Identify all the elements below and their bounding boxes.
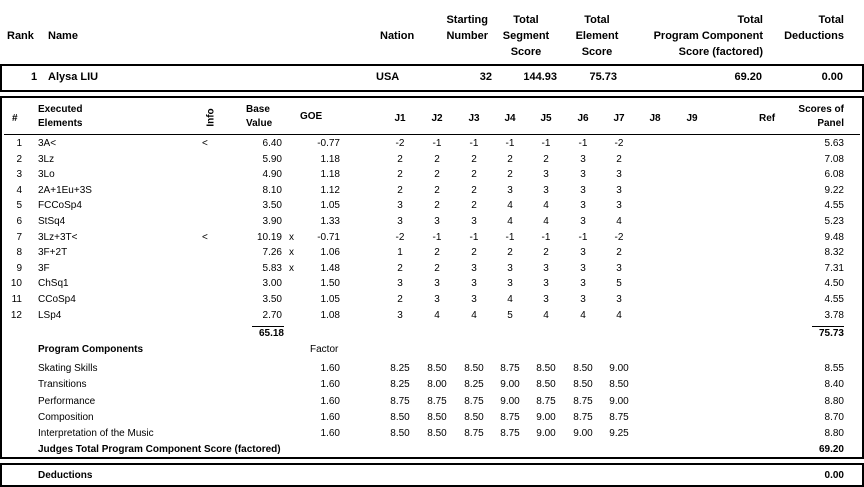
pc-judge-score: 8.75 bbox=[390, 395, 410, 407]
element-judge-score: 3 bbox=[543, 262, 549, 274]
element-score: 9.22 bbox=[824, 184, 844, 196]
element-goe: 1.06 bbox=[320, 247, 340, 259]
skater-total-segment-score: 144.93 bbox=[523, 71, 557, 83]
element-judge-score: -1 bbox=[469, 231, 479, 243]
col-info: Info bbox=[205, 108, 217, 127]
pc-judge-score: 8.75 bbox=[573, 411, 593, 423]
deductions-box bbox=[0, 463, 864, 487]
element-judge-score: 5 bbox=[507, 309, 513, 321]
elements-header-divider bbox=[4, 134, 860, 135]
col-pcs-l2: Program Component bbox=[653, 30, 763, 42]
pc-judge-score: 8.50 bbox=[536, 363, 556, 374]
deductions-value: 0.00 bbox=[824, 470, 844, 481]
element-name: 2A+1Eu+3S bbox=[38, 184, 92, 196]
col-tss-l1: Total bbox=[513, 14, 539, 26]
col-j6: J6 bbox=[577, 113, 589, 124]
element-judge-score: 4 bbox=[434, 309, 440, 321]
element-judge-score: -2 bbox=[395, 231, 405, 243]
element-judge-score: 2 bbox=[397, 262, 403, 274]
pc-judge-score: 9.00 bbox=[609, 363, 629, 374]
element-score: 6.08 bbox=[824, 169, 844, 181]
element-judge-score: 2 bbox=[471, 153, 477, 165]
pc-judge-score: 9.25 bbox=[609, 428, 629, 440]
element-judge-score: 5 bbox=[616, 278, 622, 290]
element-judge-score: 2 bbox=[397, 184, 403, 196]
element-judge-score: 3 bbox=[434, 278, 440, 290]
pc-name: Composition bbox=[38, 411, 94, 423]
skater-starting-number: 32 bbox=[479, 71, 492, 83]
col-rank: Rank bbox=[7, 30, 34, 42]
pc-judge-score: 8.75 bbox=[573, 395, 593, 407]
col-j4: J4 bbox=[504, 113, 516, 124]
pc-judge-score: 8.50 bbox=[573, 379, 593, 391]
pc-judge-score: 8.75 bbox=[536, 395, 556, 407]
pc-factor: 1.60 bbox=[320, 363, 340, 374]
element-goe: 1.33 bbox=[320, 216, 340, 227]
element-score: 4.55 bbox=[824, 200, 844, 212]
pc-name: Skating Skills bbox=[38, 363, 98, 374]
element-base-value: 4.90 bbox=[262, 169, 282, 181]
element-judge-score: 3 bbox=[397, 216, 403, 227]
base-total-rule bbox=[252, 326, 284, 327]
element-judge-score: 4 bbox=[616, 216, 622, 227]
element-judge-score: 2 bbox=[434, 200, 440, 212]
element-bonus-marker: x bbox=[289, 247, 294, 259]
element-judge-score: 3 bbox=[580, 200, 586, 212]
pc-judge-score: 8.75 bbox=[464, 395, 484, 407]
element-judge-score: 3 bbox=[580, 169, 586, 181]
element-base-value: 6.40 bbox=[262, 138, 282, 149]
element-base-value: 8.10 bbox=[262, 184, 282, 196]
pc-judge-score: 8.25 bbox=[390, 363, 410, 374]
element-base-value: 3.50 bbox=[262, 200, 282, 212]
element-num: 3 bbox=[16, 169, 22, 181]
element-judge-score: 2 bbox=[543, 153, 549, 165]
element-base-value: 3.00 bbox=[262, 278, 282, 290]
element-base-value: 5.90 bbox=[262, 153, 282, 165]
col-start-l1: Starting bbox=[446, 14, 488, 26]
element-judge-score: 3 bbox=[507, 262, 513, 274]
element-num: 2 bbox=[16, 153, 22, 165]
element-judge-score: -2 bbox=[614, 138, 624, 149]
element-judge-score: -1 bbox=[541, 138, 551, 149]
element-judge-score: 3 bbox=[397, 200, 403, 212]
element-name: 3Lz bbox=[38, 153, 55, 165]
col-ded-l1: Total bbox=[818, 14, 844, 26]
pc-judge-score: 8.50 bbox=[536, 379, 556, 391]
element-judge-score: 2 bbox=[507, 153, 513, 165]
pc-score: 8.70 bbox=[824, 411, 844, 423]
col-executed-l2: Elements bbox=[38, 118, 83, 129]
element-base-value: 2.70 bbox=[262, 309, 282, 321]
element-score: 7.31 bbox=[824, 262, 844, 274]
element-judge-score: -1 bbox=[432, 138, 442, 149]
deductions-label: Deductions bbox=[38, 470, 93, 481]
pc-judge-score: 8.50 bbox=[464, 363, 484, 374]
pc-judge-score: 9.00 bbox=[536, 428, 556, 440]
element-num: 7 bbox=[16, 231, 22, 243]
element-num: 10 bbox=[10, 278, 22, 290]
element-score: 5.23 bbox=[824, 216, 844, 227]
element-judge-score: 2 bbox=[397, 294, 403, 305]
element-judge-score: 2 bbox=[434, 262, 440, 274]
element-judge-score: 3 bbox=[580, 247, 586, 259]
element-name: StSq4 bbox=[38, 216, 66, 227]
elements-total-score: 75.73 bbox=[818, 328, 844, 339]
element-judge-score: 3 bbox=[580, 216, 586, 227]
pc-judge-score: 8.50 bbox=[609, 379, 629, 391]
element-judge-score: 3 bbox=[616, 262, 622, 274]
element-judge-score: 4 bbox=[507, 294, 513, 305]
skater-total-pcs: 69.20 bbox=[734, 71, 762, 83]
element-judge-score: 3 bbox=[471, 216, 477, 227]
col-goe: GOE bbox=[300, 111, 323, 122]
element-num: 6 bbox=[16, 216, 22, 227]
pc-factor: 1.60 bbox=[320, 395, 340, 407]
element-name: FCCoSp4 bbox=[38, 200, 82, 212]
element-judge-score: -2 bbox=[614, 231, 624, 243]
element-judge-score: 3 bbox=[580, 184, 586, 196]
col-pcs-l1: Total bbox=[737, 14, 763, 26]
element-judge-score: 3 bbox=[580, 153, 586, 165]
element-name: 3Lo bbox=[38, 169, 55, 181]
skater-nation: USA bbox=[376, 71, 400, 83]
element-name: 3F bbox=[38, 262, 50, 274]
element-score: 9.48 bbox=[824, 231, 844, 243]
element-goe: -0.71 bbox=[317, 231, 340, 243]
col-ref: Ref bbox=[759, 113, 776, 124]
pc-judge-score: 8.25 bbox=[464, 379, 484, 391]
col-j1: J1 bbox=[394, 113, 406, 124]
pc-judge-score: 9.00 bbox=[573, 428, 593, 440]
pc-score: 8.80 bbox=[824, 395, 844, 407]
element-judge-score: 2 bbox=[397, 169, 403, 181]
col-pcs-l3: Score (factored) bbox=[678, 46, 763, 58]
col-scores-l2: Panel bbox=[817, 118, 844, 129]
element-judge-score: 4 bbox=[543, 200, 549, 212]
element-judge-score: 2 bbox=[616, 153, 622, 165]
element-bonus-marker: x bbox=[289, 262, 294, 274]
element-judge-score: -1 bbox=[541, 231, 551, 243]
element-judge-score: 3 bbox=[616, 294, 622, 305]
pc-factor: 1.60 bbox=[320, 428, 340, 440]
element-judge-score: -1 bbox=[505, 231, 515, 243]
skater-rank: 1 bbox=[31, 71, 38, 83]
col-tes-l3: Score bbox=[581, 46, 613, 58]
pc-judge-score: 9.00 bbox=[500, 395, 520, 407]
pc-name: Interpretation of the Music bbox=[38, 428, 154, 440]
element-num: 11 bbox=[11, 294, 22, 305]
element-base-value: 3.90 bbox=[262, 216, 282, 227]
pc-judge-score: 8.75 bbox=[500, 428, 520, 440]
element-goe: 1.18 bbox=[320, 153, 340, 165]
element-judge-score: 4 bbox=[543, 309, 549, 321]
element-num: 4 bbox=[16, 184, 22, 196]
element-judge-score: 2 bbox=[397, 153, 403, 165]
element-name: 3A< bbox=[38, 138, 57, 149]
element-goe: -0.77 bbox=[317, 138, 340, 149]
element-goe: 1.05 bbox=[320, 294, 340, 305]
element-judge-score: 2 bbox=[471, 200, 477, 212]
element-judge-score: 3 bbox=[471, 278, 477, 290]
skater-total-deductions: 0.00 bbox=[821, 71, 843, 83]
pc-judge-score: 8.50 bbox=[573, 363, 593, 374]
element-score: 7.08 bbox=[824, 153, 844, 165]
element-judge-score: 2 bbox=[616, 247, 622, 259]
element-num: 9 bbox=[16, 262, 22, 274]
element-score: 8.32 bbox=[824, 247, 844, 259]
element-goe: 1.48 bbox=[320, 262, 340, 274]
element-judge-score: 3 bbox=[580, 294, 586, 305]
pc-judge-score: 9.00 bbox=[609, 395, 629, 407]
col-ded-l2: Deductions bbox=[784, 30, 844, 42]
col-j3: J3 bbox=[468, 113, 480, 124]
element-judge-score: 3 bbox=[543, 169, 549, 181]
pc-judge-score: 8.75 bbox=[464, 428, 484, 440]
col-j7: J7 bbox=[613, 113, 625, 124]
col-nation: Nation bbox=[380, 30, 415, 42]
element-num: 12 bbox=[10, 309, 22, 321]
pc-factor: 1.60 bbox=[320, 379, 340, 391]
pc-judge-score: 8.75 bbox=[500, 363, 520, 374]
element-info: < bbox=[202, 231, 208, 243]
col-start-l2: Number bbox=[446, 30, 488, 42]
skater-name: Alysa LIU bbox=[48, 71, 99, 83]
pc-name: Transitions bbox=[38, 379, 87, 391]
col-j9: J9 bbox=[686, 113, 698, 124]
element-judge-score: -2 bbox=[395, 138, 405, 149]
element-name: 3Lz+3T< bbox=[38, 231, 78, 243]
col-base-l1: Base bbox=[246, 104, 270, 115]
element-judge-score: 3 bbox=[616, 169, 622, 181]
element-judge-score: 4 bbox=[507, 200, 513, 212]
element-judge-score: 3 bbox=[616, 184, 622, 196]
element-judge-score: 3 bbox=[397, 309, 403, 321]
elements-total-base: 65.18 bbox=[258, 328, 284, 339]
pc-factor: 1.60 bbox=[320, 411, 340, 423]
pc-judge-score: 8.50 bbox=[427, 363, 447, 374]
element-name: LSp4 bbox=[38, 309, 62, 321]
element-judge-score: 3 bbox=[471, 262, 477, 274]
element-judge-score: 2 bbox=[471, 247, 477, 259]
pc-judge-score: 8.75 bbox=[427, 395, 447, 407]
element-judge-score: 3 bbox=[397, 278, 403, 290]
element-base-value: 5.83 bbox=[262, 262, 282, 274]
pc-judge-score: 9.00 bbox=[500, 379, 520, 391]
element-judge-score: 3 bbox=[507, 184, 513, 196]
element-goe: 1.50 bbox=[320, 278, 340, 290]
element-score: 5.63 bbox=[824, 138, 844, 149]
element-info: < bbox=[202, 138, 208, 149]
element-score: 4.55 bbox=[824, 294, 844, 305]
element-judge-score: 3 bbox=[507, 278, 513, 290]
pc-factor-label: Factor bbox=[310, 344, 339, 355]
element-bonus-marker: x bbox=[289, 231, 294, 243]
pc-judge-score: 8.75 bbox=[609, 411, 629, 423]
pc-judge-score: 8.75 bbox=[500, 411, 520, 423]
pc-score: 8.55 bbox=[824, 363, 844, 374]
element-base-value: 10.19 bbox=[256, 231, 282, 243]
element-judge-score: 3 bbox=[543, 294, 549, 305]
element-name: CCoSp4 bbox=[38, 294, 76, 305]
element-num: 5 bbox=[16, 200, 22, 212]
element-score: 3.78 bbox=[824, 309, 844, 321]
element-judge-score: 3 bbox=[471, 294, 477, 305]
element-judge-score: -1 bbox=[432, 231, 442, 243]
col-tss-l3: Score bbox=[510, 46, 542, 58]
element-judge-score: 3 bbox=[543, 184, 549, 196]
element-judge-score: 2 bbox=[471, 169, 477, 181]
col-num: # bbox=[12, 113, 18, 124]
element-goe: 1.05 bbox=[320, 200, 340, 212]
element-judge-score: 4 bbox=[543, 216, 549, 227]
col-tss-l2: Segment bbox=[502, 30, 550, 42]
pc-judge-score: 9.00 bbox=[536, 411, 556, 423]
element-score: 4.50 bbox=[824, 278, 844, 290]
element-name: 3F+2T bbox=[38, 247, 68, 259]
pc-judge-score: 8.50 bbox=[390, 411, 410, 423]
element-judge-score: 3 bbox=[616, 200, 622, 212]
pc-judge-score: 8.25 bbox=[390, 379, 410, 391]
element-goe: 1.08 bbox=[320, 309, 340, 321]
col-scores-l1: Scores of bbox=[798, 104, 844, 115]
element-judge-score: 2 bbox=[507, 169, 513, 181]
skater-total-element-score: 75.73 bbox=[589, 71, 617, 83]
score-total-rule bbox=[812, 326, 844, 327]
element-judge-score: 2 bbox=[507, 247, 513, 259]
element-judge-score: 4 bbox=[580, 309, 586, 321]
pc-total-score: 69.20 bbox=[818, 444, 844, 455]
element-base-value: 3.50 bbox=[262, 294, 282, 305]
element-judge-score: -1 bbox=[505, 138, 515, 149]
col-base-l2: Value bbox=[246, 118, 273, 129]
col-j5: J5 bbox=[540, 113, 552, 124]
element-judge-score: 3 bbox=[580, 278, 586, 290]
element-judge-score: -1 bbox=[578, 231, 588, 243]
element-judge-score: 4 bbox=[616, 309, 622, 321]
col-tes-l1: Total bbox=[584, 14, 610, 26]
element-num: 8 bbox=[16, 247, 22, 259]
col-j2: J2 bbox=[431, 113, 443, 124]
pc-judge-score: 8.00 bbox=[427, 379, 447, 391]
element-judge-score: 2 bbox=[471, 184, 477, 196]
pc-name: Performance bbox=[38, 395, 96, 407]
element-judge-score: 2 bbox=[543, 247, 549, 259]
element-judge-score: 3 bbox=[434, 294, 440, 305]
element-name: ChSq1 bbox=[38, 278, 69, 290]
pc-score: 8.40 bbox=[824, 379, 844, 391]
element-judge-score: 2 bbox=[434, 169, 440, 181]
element-judge-score: 3 bbox=[434, 216, 440, 227]
pc-total-label: Judges Total Program Component Score (factored) bbox=[38, 444, 281, 455]
pc-judge-score: 8.50 bbox=[427, 428, 447, 440]
col-j8: J8 bbox=[649, 113, 661, 124]
element-goe: 1.18 bbox=[320, 169, 340, 181]
element-judge-score: 1 bbox=[397, 247, 403, 259]
element-judge-score: 4 bbox=[507, 216, 513, 227]
col-name: Name bbox=[48, 30, 78, 42]
element-judge-score: 3 bbox=[543, 278, 549, 290]
element-judge-score: 3 bbox=[580, 262, 586, 274]
pc-judge-score: 8.50 bbox=[427, 411, 447, 423]
element-judge-score: -1 bbox=[578, 138, 588, 149]
pc-score: 8.80 bbox=[824, 428, 844, 440]
element-goe: 1.12 bbox=[320, 184, 340, 196]
element-judge-score: 2 bbox=[434, 184, 440, 196]
element-base-value: 7.26 bbox=[262, 247, 282, 259]
pc-judge-score: 8.50 bbox=[464, 411, 484, 423]
element-judge-score: -1 bbox=[469, 138, 479, 149]
pc-title: Program Components bbox=[38, 344, 144, 355]
element-judge-score: 4 bbox=[471, 309, 477, 321]
element-judge-score: 2 bbox=[434, 247, 440, 259]
element-judge-score: 2 bbox=[434, 153, 440, 165]
col-executed-l1: Executed bbox=[38, 104, 83, 115]
pc-judge-score: 8.50 bbox=[390, 428, 410, 440]
element-num: 1 bbox=[16, 138, 22, 149]
col-tes-l2: Element bbox=[575, 30, 619, 42]
